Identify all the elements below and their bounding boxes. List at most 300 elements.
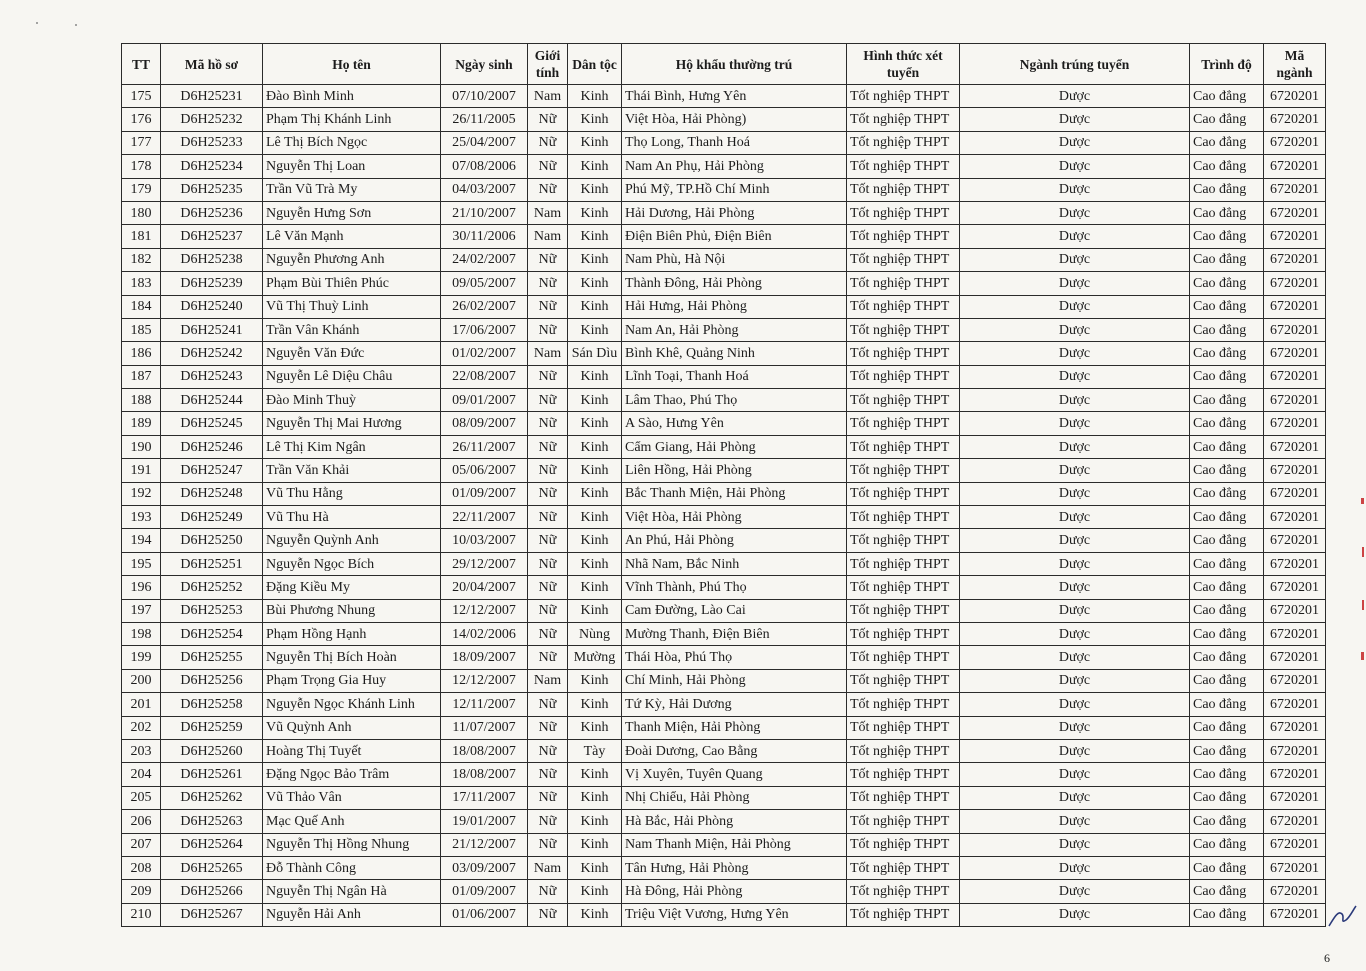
cell-ma-ho-so: D6H25240 <box>161 295 263 318</box>
col-header-ngay-sinh: Ngày sinh <box>441 44 528 85</box>
cell-nganh: Dược <box>960 880 1190 903</box>
cell-dan-toc: Kinh <box>568 552 622 575</box>
cell-trinh-do: Cao đẳng <box>1190 459 1264 482</box>
cell-ho-khau: Tứ Kỳ, Hải Dương <box>622 693 847 716</box>
cell-ngay-sinh: 09/05/2007 <box>441 272 528 295</box>
cell-gioi-tinh: Nữ <box>528 272 568 295</box>
cell-hinh-thuc: Tốt nghiệp THPT <box>847 880 960 903</box>
cell-tt: 197 <box>122 599 161 622</box>
cell-tt: 200 <box>122 669 161 692</box>
cell-ho-khau: Bắc Thanh Miện, Hải Phòng <box>622 482 847 505</box>
cell-tt: 176 <box>122 108 161 131</box>
cell-hinh-thuc: Tốt nghiệp THPT <box>847 389 960 412</box>
cell-ngay-sinh: 26/11/2005 <box>441 108 528 131</box>
cell-ma-nganh: 6720201 <box>1264 482 1326 505</box>
cell-gioi-tinh: Nữ <box>528 506 568 529</box>
cell-nganh: Dược <box>960 412 1190 435</box>
header-row <box>122 44 1326 85</box>
cell-ngay-sinh: 19/01/2007 <box>441 810 528 833</box>
cell-dan-toc: Kinh <box>568 201 622 224</box>
cell-ngay-sinh: 21/10/2007 <box>441 201 528 224</box>
page-number: 6 <box>1324 951 1330 965</box>
cell-dan-toc: Kinh <box>568 178 622 201</box>
cell-trinh-do: Cao đẳng <box>1190 763 1264 786</box>
cell-ma-nganh: 6720201 <box>1264 786 1326 809</box>
cell-ho-khau: Nam An, Hải Phòng <box>622 318 847 341</box>
cell-ho-ten: Trần Vân Khánh <box>263 318 441 341</box>
cell-ho-khau: An Phú, Hải Phòng <box>622 529 847 552</box>
cell-ho-khau: Nam Phù, Hà Nội <box>622 248 847 271</box>
cell-nganh: Dược <box>960 389 1190 412</box>
cell-ho-ten: Phạm Hồng Hạnh <box>263 622 441 645</box>
cell-ma-ho-so: D6H25238 <box>161 248 263 271</box>
cell-ho-khau: Vị Xuyên, Tuyên Quang <box>622 763 847 786</box>
cell-ngay-sinh: 08/09/2007 <box>441 412 528 435</box>
cell-trinh-do: Cao đẳng <box>1190 318 1264 341</box>
cell-tt: 208 <box>122 856 161 879</box>
cell-tt: 199 <box>122 646 161 669</box>
cell-ma-nganh: 6720201 <box>1264 646 1326 669</box>
cell-ngay-sinh: 10/03/2007 <box>441 529 528 552</box>
cell-trinh-do: Cao đẳng <box>1190 178 1264 201</box>
cell-trinh-do: Cao đẳng <box>1190 833 1264 856</box>
cell-ma-ho-so: D6H25266 <box>161 880 263 903</box>
cell-trinh-do: Cao đẳng <box>1190 669 1264 692</box>
cell-dan-toc: Kinh <box>568 365 622 388</box>
col-header-trinh-do: Trình độ <box>1190 44 1264 85</box>
table-row <box>122 856 1326 879</box>
cell-ho-ten: Mạc Quế Anh <box>263 810 441 833</box>
cell-hinh-thuc: Tốt nghiệp THPT <box>847 482 960 505</box>
table-row <box>122 506 1326 529</box>
cell-ho-ten: Nguyễn Hưng Sơn <box>263 201 441 224</box>
cell-tt: 175 <box>122 85 161 108</box>
cell-ho-ten: Vũ Thu Hằng <box>263 482 441 505</box>
cell-dan-toc: Kinh <box>568 412 622 435</box>
table-row <box>122 318 1326 341</box>
col-header-hinh-thuc: Hình thức xét tuyển <box>847 44 960 85</box>
cell-dan-toc: Kinh <box>568 389 622 412</box>
cell-ngay-sinh: 12/11/2007 <box>441 693 528 716</box>
cell-nganh: Dược <box>960 552 1190 575</box>
cell-hinh-thuc: Tốt nghiệp THPT <box>847 856 960 879</box>
table-row <box>122 131 1326 154</box>
cell-nganh: Dược <box>960 85 1190 108</box>
cell-dan-toc: Kinh <box>568 599 622 622</box>
cell-hinh-thuc: Tốt nghiệp THPT <box>847 131 960 154</box>
cell-tt: 207 <box>122 833 161 856</box>
table-row <box>122 810 1326 833</box>
cell-ma-nganh: 6720201 <box>1264 365 1326 388</box>
cell-tt: 191 <box>122 459 161 482</box>
cell-nganh: Dược <box>960 318 1190 341</box>
cell-hinh-thuc: Tốt nghiệp THPT <box>847 155 960 178</box>
cell-hinh-thuc: Tốt nghiệp THPT <box>847 529 960 552</box>
cell-ma-nganh: 6720201 <box>1264 810 1326 833</box>
cell-ngay-sinh: 17/06/2007 <box>441 318 528 341</box>
cell-tt: 184 <box>122 295 161 318</box>
cell-gioi-tinh: Nam <box>528 85 568 108</box>
cell-ho-ten: Phạm Trọng Gia Huy <box>263 669 441 692</box>
cell-dan-toc: Kinh <box>568 318 622 341</box>
cell-ngay-sinh: 21/12/2007 <box>441 833 528 856</box>
cell-tt: 188 <box>122 389 161 412</box>
cell-ho-ten: Phạm Bùi Thiên Phúc <box>263 272 441 295</box>
cell-tt: 187 <box>122 365 161 388</box>
cell-ho-ten: Lê Văn Mạnh <box>263 225 441 248</box>
cell-ma-nganh: 6720201 <box>1264 903 1326 926</box>
cell-ngay-sinh: 29/12/2007 <box>441 552 528 575</box>
cell-ngay-sinh: 18/09/2007 <box>441 646 528 669</box>
cell-ngay-sinh: 26/02/2007 <box>441 295 528 318</box>
margin-mark <box>1362 547 1364 557</box>
table-row <box>122 552 1326 575</box>
cell-ma-ho-so: D6H25241 <box>161 318 263 341</box>
admission-table <box>121 43 1326 927</box>
cell-ngay-sinh: 18/08/2007 <box>441 739 528 762</box>
table-row <box>122 576 1326 599</box>
cell-ma-ho-so: D6H25246 <box>161 435 263 458</box>
cell-tt: 193 <box>122 506 161 529</box>
cell-trinh-do: Cao đẳng <box>1190 389 1264 412</box>
cell-ma-nganh: 6720201 <box>1264 622 1326 645</box>
cell-ngay-sinh: 20/04/2007 <box>441 576 528 599</box>
table-row <box>122 365 1326 388</box>
cell-gioi-tinh: Nam <box>528 342 568 365</box>
cell-ho-khau: Lĩnh Toại, Thanh Hoá <box>622 365 847 388</box>
cell-hinh-thuc: Tốt nghiệp THPT <box>847 599 960 622</box>
cell-ma-ho-so: D6H25236 <box>161 201 263 224</box>
cell-gioi-tinh: Nữ <box>528 903 568 926</box>
table-row <box>122 435 1326 458</box>
cell-ma-nganh: 6720201 <box>1264 225 1326 248</box>
cell-nganh: Dược <box>960 272 1190 295</box>
cell-ho-ten: Nguyễn Thị Loan <box>263 155 441 178</box>
cell-trinh-do: Cao đẳng <box>1190 810 1264 833</box>
cell-gioi-tinh: Nữ <box>528 435 568 458</box>
cell-ma-ho-so: D6H25264 <box>161 833 263 856</box>
margin-mark <box>1362 600 1364 610</box>
cell-ngay-sinh: 05/06/2007 <box>441 459 528 482</box>
table-row <box>122 389 1326 412</box>
cell-tt: 189 <box>122 412 161 435</box>
cell-ma-nganh: 6720201 <box>1264 880 1326 903</box>
cell-dan-toc: Kinh <box>568 880 622 903</box>
cell-ma-ho-so: D6H25235 <box>161 178 263 201</box>
cell-hinh-thuc: Tốt nghiệp THPT <box>847 576 960 599</box>
cell-hinh-thuc: Tốt nghiệp THPT <box>847 201 960 224</box>
cell-ho-ten: Vũ Quỳnh Anh <box>263 716 441 739</box>
cell-nganh: Dược <box>960 365 1190 388</box>
cell-gioi-tinh: Nữ <box>528 646 568 669</box>
col-header-dan-toc: Dân tộc <box>568 44 622 85</box>
cell-tt: 203 <box>122 739 161 762</box>
cell-ma-nganh: 6720201 <box>1264 833 1326 856</box>
cell-hinh-thuc: Tốt nghiệp THPT <box>847 763 960 786</box>
cell-ngay-sinh: 01/06/2007 <box>441 903 528 926</box>
cell-ma-nganh: 6720201 <box>1264 716 1326 739</box>
cell-tt: 181 <box>122 225 161 248</box>
cell-gioi-tinh: Nữ <box>528 178 568 201</box>
cell-dan-toc: Kinh <box>568 85 622 108</box>
cell-ma-ho-so: D6H25265 <box>161 856 263 879</box>
table-row <box>122 716 1326 739</box>
margin-mark <box>1361 498 1364 504</box>
signature-mark-icon <box>1326 900 1358 930</box>
cell-ma-nganh: 6720201 <box>1264 412 1326 435</box>
cell-ma-ho-so: D6H25247 <box>161 459 263 482</box>
cell-dan-toc: Kinh <box>568 833 622 856</box>
cell-hinh-thuc: Tốt nghiệp THPT <box>847 342 960 365</box>
cell-nganh: Dược <box>960 108 1190 131</box>
cell-ngay-sinh: 01/09/2007 <box>441 482 528 505</box>
cell-ho-ten: Bùi Phương Nhung <box>263 599 441 622</box>
cell-ngay-sinh: 12/12/2007 <box>441 669 528 692</box>
cell-nganh: Dược <box>960 903 1190 926</box>
cell-ho-ten: Nguyễn Thị Ngân Hà <box>263 880 441 903</box>
cell-ma-ho-so: D6H25249 <box>161 506 263 529</box>
cell-ho-ten: Đỗ Thành Công <box>263 856 441 879</box>
cell-dan-toc: Kinh <box>568 810 622 833</box>
cell-ma-ho-so: D6H25239 <box>161 272 263 295</box>
cell-ho-khau: Đoài Dương, Cao Bằng <box>622 739 847 762</box>
cell-hinh-thuc: Tốt nghiệp THPT <box>847 365 960 388</box>
cell-ma-nganh: 6720201 <box>1264 85 1326 108</box>
cell-gioi-tinh: Nữ <box>528 786 568 809</box>
cell-gioi-tinh: Nữ <box>528 622 568 645</box>
cell-nganh: Dược <box>960 622 1190 645</box>
cell-tt: 205 <box>122 786 161 809</box>
table-row <box>122 482 1326 505</box>
table-row <box>122 108 1326 131</box>
cell-ho-khau: Lâm Thao, Phú Thọ <box>622 389 847 412</box>
table-row <box>122 201 1326 224</box>
cell-trinh-do: Cao đẳng <box>1190 85 1264 108</box>
cell-ngay-sinh: 17/11/2007 <box>441 786 528 809</box>
cell-hinh-thuc: Tốt nghiệp THPT <box>847 833 960 856</box>
cell-dan-toc: Kinh <box>568 529 622 552</box>
cell-nganh: Dược <box>960 178 1190 201</box>
cell-gioi-tinh: Nam <box>528 856 568 879</box>
cell-hinh-thuc: Tốt nghiệp THPT <box>847 506 960 529</box>
cell-ho-khau: Hà Đông, Hải Phòng <box>622 880 847 903</box>
cell-trinh-do: Cao đẳng <box>1190 576 1264 599</box>
cell-dan-toc: Kinh <box>568 786 622 809</box>
cell-tt: 182 <box>122 248 161 271</box>
cell-gioi-tinh: Nữ <box>528 763 568 786</box>
cell-nganh: Dược <box>960 716 1190 739</box>
cell-nganh: Dược <box>960 482 1190 505</box>
cell-ho-ten: Lê Thị Kim Ngân <box>263 435 441 458</box>
cell-tt: 190 <box>122 435 161 458</box>
cell-ngay-sinh: 22/08/2007 <box>441 365 528 388</box>
admission-list-sheet <box>121 43 1325 927</box>
cell-trinh-do: Cao đẳng <box>1190 365 1264 388</box>
cell-ma-nganh: 6720201 <box>1264 693 1326 716</box>
cell-dan-toc: Kinh <box>568 459 622 482</box>
cell-ho-ten: Đặng Ngọc Bảo Trâm <box>263 763 441 786</box>
cell-trinh-do: Cao đẳng <box>1190 786 1264 809</box>
cell-nganh: Dược <box>960 693 1190 716</box>
cell-gioi-tinh: Nữ <box>528 529 568 552</box>
cell-trinh-do: Cao đẳng <box>1190 693 1264 716</box>
cell-trinh-do: Cao đẳng <box>1190 646 1264 669</box>
cell-trinh-do: Cao đẳng <box>1190 482 1264 505</box>
cell-trinh-do: Cao đẳng <box>1190 599 1264 622</box>
cell-hinh-thuc: Tốt nghiệp THPT <box>847 786 960 809</box>
cell-ma-nganh: 6720201 <box>1264 342 1326 365</box>
cell-hinh-thuc: Tốt nghiệp THPT <box>847 248 960 271</box>
cell-tt: 194 <box>122 529 161 552</box>
cell-trinh-do: Cao đẳng <box>1190 529 1264 552</box>
cell-hinh-thuc: Tốt nghiệp THPT <box>847 85 960 108</box>
cell-tt: 177 <box>122 131 161 154</box>
cell-nganh: Dược <box>960 739 1190 762</box>
cell-ma-ho-so: D6H25244 <box>161 389 263 412</box>
col-header-ho-khau: Hộ khẩu thường trú <box>622 44 847 85</box>
cell-tt: 180 <box>122 201 161 224</box>
cell-tt: 186 <box>122 342 161 365</box>
cell-trinh-do: Cao đẳng <box>1190 342 1264 365</box>
cell-ngay-sinh: 26/11/2007 <box>441 435 528 458</box>
table-row <box>122 342 1326 365</box>
col-header-gioi-tinh: Giới tính <box>528 44 568 85</box>
col-header-ma-ho-so: Mã hồ sơ <box>161 44 263 85</box>
cell-ma-ho-so: D6H25232 <box>161 108 263 131</box>
cell-ngay-sinh: 07/08/2006 <box>441 155 528 178</box>
cell-gioi-tinh: Nữ <box>528 576 568 599</box>
table-row <box>122 903 1326 926</box>
cell-hinh-thuc: Tốt nghiệp THPT <box>847 272 960 295</box>
cell-trinh-do: Cao đẳng <box>1190 880 1264 903</box>
cell-ma-ho-so: D6H25260 <box>161 739 263 762</box>
cell-ho-khau: Thái Hòa, Phú Thọ <box>622 646 847 669</box>
cell-hinh-thuc: Tốt nghiệp THPT <box>847 178 960 201</box>
cell-gioi-tinh: Nữ <box>528 739 568 762</box>
table-row <box>122 693 1326 716</box>
cell-nganh: Dược <box>960 810 1190 833</box>
cell-ho-ten: Nguyễn Ngọc Bích <box>263 552 441 575</box>
cell-ho-ten: Nguyễn Thị Mai Hương <box>263 412 441 435</box>
cell-nganh: Dược <box>960 646 1190 669</box>
table-row <box>122 248 1326 271</box>
cell-dan-toc: Kinh <box>568 225 622 248</box>
table-row <box>122 763 1326 786</box>
cell-dan-toc: Mường <box>568 646 622 669</box>
cell-tt: 179 <box>122 178 161 201</box>
cell-tt: 198 <box>122 622 161 645</box>
cell-ma-ho-so: D6H25253 <box>161 599 263 622</box>
cell-nganh: Dược <box>960 576 1190 599</box>
cell-ma-nganh: 6720201 <box>1264 108 1326 131</box>
cell-ho-ten: Nguyễn Ngọc Khánh Linh <box>263 693 441 716</box>
table-row <box>122 646 1326 669</box>
cell-ma-ho-so: D6H25263 <box>161 810 263 833</box>
table-row <box>122 880 1326 903</box>
cell-ngay-sinh: 12/12/2007 <box>441 599 528 622</box>
cell-ma-ho-so: D6H25267 <box>161 903 263 926</box>
cell-ho-khau: Thanh Miện, Hải Phòng <box>622 716 847 739</box>
col-header-tt: TT <box>122 44 161 85</box>
cell-trinh-do: Cao đẳng <box>1190 201 1264 224</box>
cell-ma-nganh: 6720201 <box>1264 506 1326 529</box>
cell-dan-toc: Kinh <box>568 108 622 131</box>
cell-dan-toc: Tày <box>568 739 622 762</box>
table-row <box>122 295 1326 318</box>
cell-ma-ho-so: D6H25231 <box>161 85 263 108</box>
cell-ma-ho-so: D6H25252 <box>161 576 263 599</box>
cell-ho-ten: Vũ Thảo Vân <box>263 786 441 809</box>
table-row <box>122 669 1326 692</box>
cell-ma-nganh: 6720201 <box>1264 669 1326 692</box>
cell-ngay-sinh: 01/09/2007 <box>441 880 528 903</box>
cell-trinh-do: Cao đẳng <box>1190 856 1264 879</box>
cell-nganh: Dược <box>960 435 1190 458</box>
scan-speck <box>75 24 77 26</box>
cell-nganh: Dược <box>960 529 1190 552</box>
cell-ho-khau: Cam Đường, Lào Cai <box>622 599 847 622</box>
cell-dan-toc: Sán Dìu <box>568 342 622 365</box>
cell-ho-ten: Nguyễn Quỳnh Anh <box>263 529 441 552</box>
cell-gioi-tinh: Nữ <box>528 459 568 482</box>
cell-ho-ten: Đào Minh Thuỳ <box>263 389 441 412</box>
cell-trinh-do: Cao đẳng <box>1190 506 1264 529</box>
table-row <box>122 178 1326 201</box>
cell-dan-toc: Kinh <box>568 248 622 271</box>
cell-tt: 209 <box>122 880 161 903</box>
cell-ngay-sinh: 22/11/2007 <box>441 506 528 529</box>
cell-nganh: Dược <box>960 856 1190 879</box>
cell-ho-ten: Trần Vũ Trà My <box>263 178 441 201</box>
cell-ma-nganh: 6720201 <box>1264 763 1326 786</box>
cell-tt: 185 <box>122 318 161 341</box>
cell-ho-khau: Triệu Việt Vương, Hưng Yên <box>622 903 847 926</box>
cell-ngay-sinh: 14/02/2006 <box>441 622 528 645</box>
cell-hinh-thuc: Tốt nghiệp THPT <box>847 108 960 131</box>
cell-ma-nganh: 6720201 <box>1264 739 1326 762</box>
cell-hinh-thuc: Tốt nghiệp THPT <box>847 810 960 833</box>
cell-gioi-tinh: Nữ <box>528 482 568 505</box>
cell-ma-nganh: 6720201 <box>1264 131 1326 154</box>
cell-ma-nganh: 6720201 <box>1264 856 1326 879</box>
cell-ho-khau: Vĩnh Thành, Phú Thọ <box>622 576 847 599</box>
cell-tt: 178 <box>122 155 161 178</box>
cell-hinh-thuc: Tốt nghiệp THPT <box>847 225 960 248</box>
cell-ma-ho-so: D6H25245 <box>161 412 263 435</box>
cell-nganh: Dược <box>960 506 1190 529</box>
cell-ngay-sinh: 03/09/2007 <box>441 856 528 879</box>
cell-ngay-sinh: 25/04/2007 <box>441 131 528 154</box>
cell-ma-ho-so: D6H25243 <box>161 365 263 388</box>
cell-nganh: Dược <box>960 201 1190 224</box>
cell-ngay-sinh: 18/08/2007 <box>441 763 528 786</box>
cell-ma-nganh: 6720201 <box>1264 248 1326 271</box>
table-row <box>122 459 1326 482</box>
cell-hinh-thuc: Tốt nghiệp THPT <box>847 552 960 575</box>
cell-ho-khau: Việt Hòa, Hải Phòng) <box>622 108 847 131</box>
cell-ho-khau: Nhị Chiểu, Hải Phòng <box>622 786 847 809</box>
cell-nganh: Dược <box>960 763 1190 786</box>
col-header-nganh: Ngành trúng tuyển <box>960 44 1190 85</box>
cell-ho-khau: Tân Hưng, Hải Phòng <box>622 856 847 879</box>
scan-speck <box>36 22 38 24</box>
cell-ho-khau: Thọ Long, Thanh Hoá <box>622 131 847 154</box>
cell-trinh-do: Cao đẳng <box>1190 739 1264 762</box>
table-row <box>122 622 1326 645</box>
cell-gioi-tinh: Nữ <box>528 716 568 739</box>
cell-ngay-sinh: 01/02/2007 <box>441 342 528 365</box>
cell-hinh-thuc: Tốt nghiệp THPT <box>847 903 960 926</box>
